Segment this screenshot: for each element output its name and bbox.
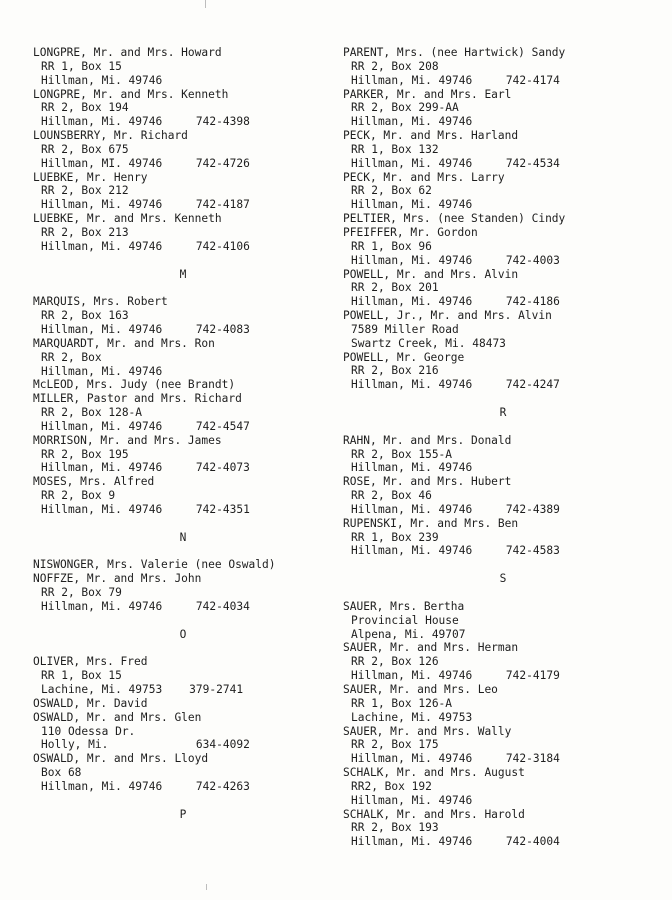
entry-address: Box 68 bbox=[41, 766, 82, 780]
entry-city-phone: Hillman, Mi. 49746 742-4186 bbox=[351, 295, 560, 309]
directory-entry bbox=[33, 572, 333, 614]
entry-city-phone: Hillman, Mi. 49746 742-4547 bbox=[41, 419, 250, 433]
entry-city-phone: Alpena, Mi. 49707 bbox=[351, 627, 466, 641]
entry-city-phone: Hillman, Mi. 49746 742-4263 bbox=[41, 780, 250, 793]
entry-address: RR 2, Box 299-AA bbox=[351, 101, 459, 115]
directory-entry bbox=[33, 212, 333, 254]
directory-entry bbox=[343, 517, 663, 559]
directory-entry bbox=[33, 392, 333, 434]
entry-name: PELTIER, Mrs. (nee Standen) Cindy bbox=[343, 212, 566, 226]
entry-city-phone: Hillman, Mi. 49746 742-4351 bbox=[41, 502, 250, 516]
directory-entry bbox=[343, 808, 663, 850]
entry-name: SAUER, Mr. and Mrs. Herman bbox=[343, 641, 519, 655]
entry-address: RR 2, Box 163 bbox=[41, 309, 129, 323]
entry-city-phone: Holly, Mi. 634-4092 bbox=[41, 738, 250, 752]
entry-city-phone: Lachine, Mi. 49753 bbox=[351, 710, 473, 724]
directory-entry bbox=[343, 683, 663, 725]
entry-address: RR2, Box 192 bbox=[351, 779, 432, 793]
entry-name: LOUNSBERRY, Mr. Richard bbox=[33, 129, 188, 143]
entry-name: POWELL, Mr. George bbox=[343, 350, 465, 364]
entry-city-phone: Hillman, Mi. 49746 742-4583 bbox=[351, 544, 560, 558]
directory-entry bbox=[343, 434, 663, 476]
entry-address: RR 1, Box 96 bbox=[351, 239, 432, 253]
entry-name: PFEIFFER, Mr. Gordon bbox=[343, 225, 478, 239]
entry-name: LONGPRE, Mr. and Mrs. Howard bbox=[33, 46, 222, 59]
entry-city-phone: Hillman, Mi. 49746 742-4034 bbox=[41, 599, 250, 613]
entry-name: OSWALD, Mr. and Mrs. Lloyd bbox=[33, 752, 209, 766]
entry-address: RR 2, Box 126 bbox=[351, 655, 439, 669]
entry-name: POWELL, Jr., Mr. and Mrs. Alvin bbox=[343, 309, 552, 323]
entry-city-phone: Swartz Creek, Mi. 48473 bbox=[351, 336, 506, 350]
directory-entry bbox=[33, 295, 333, 337]
entry-city-phone: Hillman, Mi. 49746 bbox=[351, 115, 473, 129]
directory-column-left bbox=[33, 46, 333, 835]
entry-name: NOFFZE, Mr. and Mrs. John bbox=[33, 572, 202, 586]
directory-entry bbox=[343, 46, 663, 88]
entry-address: RR 2, Box 79 bbox=[41, 586, 122, 600]
entry-address: RR 2, Box 675 bbox=[41, 142, 129, 156]
entry-name: NISWONGER, Mrs. Valerie (nee Oswald) bbox=[33, 558, 276, 572]
section-letter-n: N bbox=[179, 530, 187, 544]
entry-city-phone: Hillman, MI. 49746 742-4726 bbox=[41, 156, 250, 170]
entry-address: RR 2, Box 212 bbox=[41, 184, 129, 198]
directory-entry bbox=[33, 88, 333, 130]
entry-city-phone: Hillman, Mi. 49746 bbox=[351, 461, 473, 475]
entry-city-phone: Hillman, Mi. 49746 742-4174 bbox=[351, 73, 560, 87]
directory-entry bbox=[343, 171, 663, 213]
entry-address: RR 2, Box 194 bbox=[41, 101, 129, 115]
section-letter-s: S bbox=[499, 572, 507, 586]
entry-address: RR 2, Box 46 bbox=[351, 489, 432, 503]
directory-entry bbox=[33, 129, 333, 171]
directory-entry bbox=[343, 226, 663, 268]
entry-name: SCHALK, Mr. and Mrs. August bbox=[343, 766, 525, 780]
entry-name: MARQUIS, Mrs. Robert bbox=[33, 295, 168, 309]
entry-name: ROSE, Mr. and Mrs. Hubert bbox=[343, 475, 512, 489]
directory-entry bbox=[343, 212, 663, 226]
entry-name: SAUER, Mr. and Mrs. Leo bbox=[343, 683, 498, 696]
binding-mark-bottom bbox=[206, 884, 207, 890]
entry-city-phone: Hillman, Mi. 49746 bbox=[41, 364, 163, 378]
directory-entry bbox=[33, 752, 333, 794]
entry-city-phone: Hillman, Mi. 49746 742-4004 bbox=[351, 835, 560, 849]
entry-city-phone: Hillman, Mi. 49746 742-4534 bbox=[351, 156, 560, 170]
directory-entry bbox=[33, 171, 333, 213]
directory-entry bbox=[33, 558, 333, 572]
section-letter-r: R bbox=[499, 405, 507, 419]
entry-name: OSWALD, Mr. and Mrs. Glen bbox=[33, 710, 202, 724]
directory-entry bbox=[33, 337, 333, 379]
entry-address: RR 1, Box 15 bbox=[41, 669, 122, 683]
entry-city-phone: Hillman, Mi. 49746 742-4398 bbox=[41, 115, 250, 129]
entry-name: LONGPRE, Mr. and Mrs. Kenneth bbox=[33, 87, 229, 101]
entry-name: OSWALD, Mr. David bbox=[33, 696, 148, 710]
entry-name: PECK, Mr. and Mrs. Harland bbox=[343, 129, 519, 143]
entry-address: RR 2, Box 195 bbox=[41, 447, 129, 461]
entry-address: 110 Odessa Dr. bbox=[41, 724, 136, 738]
entry-address: RR 2, Box 128-A bbox=[41, 406, 143, 420]
entry-city-phone: Hillman, Mi. 49746 742-4003 bbox=[351, 253, 560, 267]
entry-address: RR 2, Box 193 bbox=[351, 821, 439, 835]
entry-address: RR 2, Box 208 bbox=[351, 59, 439, 73]
entry-address: RR 2, Box 201 bbox=[351, 281, 439, 295]
directory-entry bbox=[33, 655, 333, 697]
directory-entry bbox=[33, 697, 333, 711]
entry-address: RR 2, Box 216 bbox=[351, 364, 439, 378]
entry-address: RR 1, Box 126-A bbox=[351, 696, 453, 710]
directory-entry bbox=[343, 766, 663, 808]
entry-name: LUEBKE, Mr. and Mrs. Kenneth bbox=[33, 212, 222, 226]
directory-column-right bbox=[343, 46, 663, 849]
directory-entry bbox=[33, 378, 333, 392]
entry-city-phone: Hillman, Mi. 49746 bbox=[351, 198, 473, 212]
directory-entry bbox=[343, 600, 663, 642]
entry-address: RR 2, Box 62 bbox=[351, 184, 432, 198]
entry-city-phone: Hillman, Mi. 49746 742-4179 bbox=[351, 669, 560, 683]
directory-entry bbox=[33, 46, 333, 88]
entry-address: RR 2, Box 9 bbox=[41, 489, 116, 503]
entry-address: RR 1, Box 239 bbox=[351, 530, 439, 544]
entry-name: SAUER, Mr. and Mrs. Wally bbox=[343, 724, 512, 738]
entry-name: PECK, Mr. and Mrs. Larry bbox=[343, 170, 505, 184]
directory-entry bbox=[33, 711, 333, 753]
entry-address: RR 2, Box 175 bbox=[351, 738, 439, 752]
entry-name: LUEBKE, Mr. Henry bbox=[33, 170, 148, 184]
entry-address: Provincial House bbox=[351, 613, 459, 627]
entry-name: SAUER, Mrs. Bertha bbox=[343, 599, 465, 613]
entry-name: RAHN, Mr. and Mrs. Donald bbox=[343, 433, 512, 447]
entry-address: RR 1, Box 15 bbox=[41, 59, 122, 73]
directory-entry bbox=[343, 641, 663, 683]
binding-mark-top bbox=[205, 0, 206, 8]
entry-address: RR 2, Box bbox=[41, 350, 102, 364]
directory-entry bbox=[343, 309, 663, 351]
entry-city-phone: Hillman, Mi. 49746 742-3184 bbox=[351, 752, 560, 766]
entry-address: 7589 Miller Road bbox=[351, 322, 459, 336]
directory-entry bbox=[343, 88, 663, 130]
entry-name: RUPENSKI, Mr. and Mrs. Ben bbox=[343, 516, 519, 530]
entry-city-phone: Lachine, Mi. 49753 379-2741 bbox=[41, 683, 244, 697]
section-letter-p: P bbox=[179, 807, 187, 821]
entry-name: MARQUARDT, Mr. and Mrs. Ron bbox=[33, 336, 215, 350]
entry-city-phone: Hillman, Mi. 49746 bbox=[351, 793, 473, 807]
directory-entry bbox=[343, 351, 663, 393]
directory-entry bbox=[343, 725, 663, 767]
directory-entry bbox=[343, 475, 663, 517]
entry-city-phone: Hillman, Mi. 49746 bbox=[41, 73, 163, 87]
directory-entry bbox=[33, 475, 333, 517]
entry-city-phone: Hillman, Mi. 49746 742-4187 bbox=[41, 198, 250, 212]
entry-name: POWELL, Mr. and Mrs. Alvin bbox=[343, 267, 519, 281]
entry-name: OLIVER, Mrs. Fred bbox=[33, 655, 148, 669]
section-letter-o: O bbox=[179, 627, 187, 641]
entry-city-phone: Hillman, Mi. 49746 742-4389 bbox=[351, 502, 560, 516]
entry-address: RR 1, Box 132 bbox=[351, 142, 439, 156]
entry-city-phone: Hillman, Mi. 49746 742-4073 bbox=[41, 461, 250, 475]
entry-address: RR 2, Box 155-A bbox=[351, 447, 453, 461]
entry-name: McLEOD, Mrs. Judy (nee Brandt) bbox=[33, 378, 236, 392]
entry-city-phone: Hillman, Mi. 49746 742-4106 bbox=[41, 239, 250, 253]
section-letter-m: M bbox=[179, 267, 187, 281]
entry-name: MILLER, Pastor and Mrs. Richard bbox=[33, 392, 242, 406]
entry-address: RR 2, Box 213 bbox=[41, 225, 129, 239]
entry-city-phone: Hillman, Mi. 49746 742-4083 bbox=[41, 322, 250, 336]
entry-name: MOSES, Mrs. Alfred bbox=[33, 475, 155, 489]
entry-name: SCHALK, Mr. and Mrs. Harold bbox=[343, 807, 525, 821]
directory-entry bbox=[343, 268, 663, 310]
entry-name: PARKER, Mr. and Mrs. Earl bbox=[343, 87, 512, 101]
entry-name: PARENT, Mrs. (nee Hartwick) Sandy bbox=[343, 46, 566, 59]
directory-entry bbox=[33, 434, 333, 476]
entry-city-phone: Hillman, Mi. 49746 742-4247 bbox=[351, 378, 560, 392]
entry-name: MORRISON, Mr. and Mrs. James bbox=[33, 433, 222, 447]
directory-entry bbox=[343, 129, 663, 171]
